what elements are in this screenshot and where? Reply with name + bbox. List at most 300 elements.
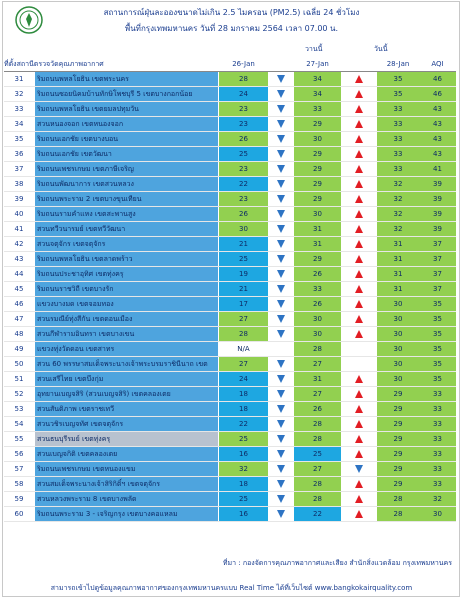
row-number: 55 [14, 435, 24, 443]
station-name: สวนรมณีย์ทุ่งสีกัน เขตดอนเมือง [35, 312, 218, 327]
pm25-jan28: 33 [377, 147, 419, 161]
trend-jan26-icon [268, 507, 294, 522]
header-jan27: 27-Jan [306, 60, 329, 68]
aqi-value: 43 [419, 132, 456, 146]
trend-jan27-icon [341, 492, 377, 507]
pm25-jan26: 18 [219, 402, 268, 416]
pm25-jan28: 31 [377, 237, 419, 251]
trend-jan27-icon [341, 222, 377, 237]
station-name: ริมถนนพระราม 2 เขตบางขุนเทียน [35, 192, 218, 207]
aqi-value: 33 [419, 432, 456, 446]
pm25-jan26: 16 [219, 447, 268, 461]
trend-jan27-icon [341, 252, 377, 267]
pm25-jan28: 32 [377, 177, 419, 191]
table-row [4, 417, 456, 432]
down-arrow-icon [277, 480, 285, 488]
pm25-jan27: 30 [294, 207, 341, 221]
trend-jan27-icon [341, 357, 377, 372]
pm25-jan26: 26 [219, 132, 268, 146]
down-arrow-icon [277, 285, 285, 293]
header-aqi: AQI [431, 60, 444, 68]
yesterday-note: วานนี้ [305, 45, 323, 53]
table-row [4, 117, 456, 132]
trend-jan27-icon [341, 117, 377, 132]
down-arrow-icon [277, 105, 285, 113]
trend-jan26-icon [268, 252, 294, 267]
trend-jan26-icon [268, 162, 294, 177]
aqi-value: 32 [419, 492, 456, 506]
trend-jan27-icon [341, 387, 377, 402]
pm25-jan28: 30 [377, 327, 419, 341]
trend-jan26-icon [268, 447, 294, 462]
trend-jan26-icon [268, 462, 294, 477]
aqi-value: 33 [419, 387, 456, 401]
pm25-jan27: 30 [294, 312, 341, 326]
trend-jan26-icon [268, 387, 294, 402]
trend-jan27-icon [341, 177, 377, 192]
station-name: สวนกีฬารามอินทรา เขตบางเขน [35, 327, 218, 342]
pm25-jan26: 28 [219, 72, 268, 86]
pm25-jan28: 31 [377, 252, 419, 266]
up-arrow-icon [355, 420, 363, 428]
station-name: ริมถนนเพชรเกษม เขตภาษีเจริญ [35, 162, 218, 177]
footer-note: สามารถเข้าไปดูข้อมูลคุณภาพอากาศของกรุงเทพมหานครแบบ Real Time ได้ที่เว็บไซต์ www.bangkokairquality.com [50, 584, 413, 592]
up-arrow-icon [355, 435, 363, 443]
trend-jan26-icon [268, 372, 294, 387]
row-number: 51 [14, 375, 24, 383]
table-row [4, 342, 456, 357]
trend-jan26-icon [268, 492, 294, 507]
trend-jan27-icon [341, 327, 377, 342]
row-number: 58 [14, 480, 24, 488]
pm25-jan26: 16 [219, 507, 268, 521]
trend-jan27-icon [341, 417, 377, 432]
station-name: ริมถนนราชวิถี เขตบางรัก [35, 282, 218, 297]
table-row [4, 222, 456, 237]
up-arrow-icon [355, 225, 363, 233]
aqi-value: 30 [419, 507, 456, 521]
up-arrow-icon [355, 120, 363, 128]
aqi-value: 39 [419, 177, 456, 191]
station-name: แขวงบางมด เขตจอมทอง [35, 297, 218, 312]
down-arrow-icon [277, 75, 285, 83]
pm25-jan28: 29 [377, 447, 419, 461]
pm25-jan26: 24 [219, 87, 268, 101]
table-row [4, 462, 456, 477]
pm25-jan28: 31 [377, 282, 419, 296]
table-row [4, 207, 456, 222]
aqi-value: 39 [419, 207, 456, 221]
pm25-jan26: 18 [219, 477, 268, 491]
aqi-value: 35 [419, 327, 456, 341]
trend-jan27-icon [341, 282, 377, 297]
down-arrow-icon [277, 120, 285, 128]
table-row [4, 447, 456, 462]
trend-jan27-icon [341, 237, 377, 252]
station-name: สวนธนบุรีรมย์ เขตทุ่งครุ [35, 432, 218, 447]
row-number: 56 [14, 450, 24, 458]
aqi-value: 33 [419, 447, 456, 461]
aqi-value: 35 [419, 357, 456, 371]
row-number: 52 [14, 390, 24, 398]
trend-jan27-icon [341, 102, 377, 117]
page-subtitle: พื้นที่กรุงเทพมหานคร วันที่ 28 มกราคม 2564 เวลา 07.00 น. [124, 24, 339, 33]
aqi-value: 33 [419, 477, 456, 491]
pm25-jan28: 30 [377, 342, 419, 356]
pm25-jan28: 30 [377, 372, 419, 386]
table-row [4, 387, 456, 402]
row-number: 37 [14, 165, 24, 173]
pm25-jan26: 23 [219, 117, 268, 131]
up-arrow-icon [355, 165, 363, 173]
pm25-jan27: 27 [294, 357, 341, 371]
down-arrow-icon [277, 210, 285, 218]
pm25-jan27: 29 [294, 192, 341, 206]
up-arrow-icon [355, 90, 363, 98]
down-arrow-icon [277, 240, 285, 248]
up-arrow-icon [355, 495, 363, 503]
aqi-value: 39 [419, 192, 456, 206]
row-number: 53 [14, 405, 24, 413]
pm25-jan27: 31 [294, 237, 341, 251]
table-row [4, 297, 456, 312]
down-arrow-icon [277, 270, 285, 278]
up-arrow-icon [355, 450, 363, 458]
trend-jan26-icon [268, 357, 294, 372]
down-arrow-icon [277, 195, 285, 203]
row-number: 59 [14, 495, 24, 503]
table-row [4, 327, 456, 342]
pm25-jan28: 32 [377, 222, 419, 236]
down-arrow-icon [277, 375, 285, 383]
pm25-jan28: 29 [377, 417, 419, 431]
station-name: ริมถนนเอกชัย เขตบางบอน [35, 132, 218, 147]
down-arrow-icon [277, 135, 285, 143]
trend-jan26-icon [268, 222, 294, 237]
pm25-jan27: 28 [294, 342, 341, 356]
aqi-value: 37 [419, 282, 456, 296]
row-number: 49 [14, 345, 24, 353]
trend-jan27-icon [341, 372, 377, 387]
pm25-jan27: 33 [294, 282, 341, 296]
station-name: ริมถนนเพชรเกษม เขตหนองแขม [35, 462, 218, 477]
table-row [4, 87, 456, 102]
down-arrow-icon [277, 300, 285, 308]
station-name: ริมถนนซอยนิคมบ้านทักษิโพชบุรี 5 เขตบางกอกน้อย [35, 87, 218, 102]
aqi-value: 35 [419, 372, 456, 386]
station-name: ริมถนนรามคำแหง เขตสะพานสูง [35, 207, 218, 222]
aqi-value: 41 [419, 162, 456, 176]
trend-jan26-icon [268, 117, 294, 132]
up-arrow-icon [355, 330, 363, 338]
aqi-value: 46 [419, 72, 456, 86]
trend-jan27-icon [341, 447, 377, 462]
aqi-value: 37 [419, 252, 456, 266]
trend-jan26-icon [268, 282, 294, 297]
trend-jan27-icon [341, 267, 377, 282]
pm25-jan27: 27 [294, 387, 341, 401]
row-divider [4, 521, 456, 522]
aqi-value: 33 [419, 462, 456, 476]
down-arrow-icon [277, 165, 285, 173]
pm25-jan28: 33 [377, 102, 419, 116]
down-arrow-icon [277, 465, 285, 473]
row-number: 38 [14, 180, 24, 188]
pm25-jan27: 34 [294, 72, 341, 86]
pm25-jan27: 28 [294, 432, 341, 446]
table-row [4, 147, 456, 162]
row-number: 31 [14, 75, 24, 83]
row-number: 57 [14, 465, 24, 473]
row-number: 33 [14, 105, 24, 113]
row-number: 43 [14, 255, 24, 263]
pm25-jan27: 29 [294, 162, 341, 176]
table-row [4, 132, 456, 147]
station-name: ริมถนนเอกชัย เขตวัฒนา [35, 147, 218, 162]
pm25-jan26: 23 [219, 102, 268, 116]
pm25-jan27: 29 [294, 252, 341, 266]
down-arrow-icon [277, 360, 285, 368]
trend-jan26-icon [268, 312, 294, 327]
pm25-jan27: 26 [294, 297, 341, 311]
down-arrow-icon [277, 255, 285, 263]
up-arrow-icon [355, 75, 363, 83]
down-arrow-icon [277, 180, 285, 188]
pm25-jan27: 29 [294, 147, 341, 161]
trend-jan27-icon [341, 432, 377, 447]
trend-jan26-icon [268, 432, 294, 447]
pm25-jan26: 18 [219, 387, 268, 401]
trend-jan27-icon [341, 477, 377, 492]
trend-jan27-icon [341, 342, 377, 357]
station-name: แขวงทุ่งวัดดอน เขตสาทร [35, 342, 218, 357]
table-row [4, 102, 456, 117]
aqi-value: 33 [419, 402, 456, 416]
down-arrow-icon [277, 315, 285, 323]
pm25-jan28: 35 [377, 87, 419, 101]
pm25-jan26: 25 [219, 147, 268, 161]
pm25-jan28: 29 [377, 402, 419, 416]
table-row [4, 162, 456, 177]
table-header [4, 57, 456, 71]
pm25-jan28: 29 [377, 462, 419, 476]
pm25-jan27: 34 [294, 87, 341, 101]
aqi-value: 46 [419, 87, 456, 101]
pm25-jan27: 33 [294, 102, 341, 116]
table-row [4, 312, 456, 327]
up-arrow-icon [355, 300, 363, 308]
station-name: สวนจตุจักร เขตจตุจักร [35, 237, 218, 252]
source-note: ที่มา : กองจัดการคุณภาพอากาศและเสียง สำนักสิ่งแวดล้อม กรุงเทพมหานคร [222, 559, 452, 567]
row-number: 41 [14, 225, 24, 233]
down-arrow-icon [277, 330, 285, 338]
table-row [4, 507, 456, 522]
table-row [4, 372, 456, 387]
aqi-value: 37 [419, 267, 456, 281]
aqi-value: 33 [419, 417, 456, 431]
pm25-jan27: 31 [294, 222, 341, 236]
up-arrow-icon [355, 480, 363, 488]
trend-jan27-icon [341, 297, 377, 312]
row-number: 45 [14, 285, 24, 293]
down-arrow-icon [277, 90, 285, 98]
up-arrow-icon [355, 195, 363, 203]
pm25-jan26: 30 [219, 222, 268, 236]
pm25-jan27: 25 [294, 447, 341, 461]
aqi-value: 35 [419, 342, 456, 356]
pm25-jan27: 29 [294, 177, 341, 191]
up-arrow-icon [355, 105, 363, 113]
table-row [4, 477, 456, 492]
trend-jan27-icon [341, 402, 377, 417]
pm25-jan26: 28 [219, 327, 268, 341]
trend-jan26-icon [268, 102, 294, 117]
pm25-jan28: 31 [377, 267, 419, 281]
today-note: วันนี้ [374, 45, 388, 53]
page-title: สถานการณ์ฝุ่นละอองขนาดไม่เกิน 2.5 ไมครอน (PM2.5) เฉลี่ย 24 ชั่วโมง [103, 8, 360, 17]
trend-jan26-icon [268, 342, 294, 357]
station-name: สวนเบญจกิติ เขตคลองเตย [35, 447, 218, 462]
row-number: 35 [14, 135, 24, 143]
row-number: 44 [14, 270, 24, 278]
row-number: 47 [14, 315, 24, 323]
pm25-jan28: 29 [377, 432, 419, 446]
trend-jan26-icon [268, 147, 294, 162]
up-arrow-icon [355, 210, 363, 218]
pm25-jan26: 25 [219, 492, 268, 506]
pm25-jan28: 33 [377, 132, 419, 146]
up-arrow-icon [355, 510, 363, 518]
trend-jan26-icon [268, 207, 294, 222]
station-name: สวนเสรีไทย เขตบึงกุ่ม [35, 372, 218, 387]
pm25-jan26: 17 [219, 297, 268, 311]
pm25-jan27: 31 [294, 372, 341, 386]
pm25-jan27: 30 [294, 132, 341, 146]
trend-jan27-icon [341, 312, 377, 327]
header-jan26: 26-Jan [232, 60, 255, 68]
pm25-jan27: 28 [294, 492, 341, 506]
table-row [4, 357, 456, 372]
pm25-jan27: 27 [294, 462, 341, 476]
up-arrow-icon [355, 390, 363, 398]
trend-jan26-icon [268, 237, 294, 252]
down-arrow-icon [277, 405, 285, 413]
up-arrow-icon [355, 405, 363, 413]
trend-jan27-icon [341, 147, 377, 162]
table-row [4, 432, 456, 447]
pm25-jan26: 27 [219, 357, 268, 371]
pm25-jan26: 23 [219, 162, 268, 176]
pm25-jan27: 26 [294, 402, 341, 416]
station-name: สวนสมเด็จพระนางเจ้าสิริกิติ์ฯ เขตจตุจักร [35, 477, 218, 492]
row-number: 46 [14, 300, 24, 308]
aqi-value: 35 [419, 312, 456, 326]
station-name: อุทยานเบญจสิริ (สวนเบญจสิริ) เขตคลองเตย [35, 387, 218, 402]
up-arrow-icon [355, 180, 363, 188]
pm25-jan28: 32 [377, 207, 419, 221]
trend-jan26-icon [268, 402, 294, 417]
trend-jan26-icon [268, 297, 294, 312]
table-row [4, 177, 456, 192]
pm25-jan28: 33 [377, 117, 419, 131]
up-arrow-icon [355, 150, 363, 158]
pm25-jan26: 24 [219, 372, 268, 386]
pm25-jan27: 28 [294, 417, 341, 431]
trend-jan27-icon [341, 192, 377, 207]
station-name: ริมถนนพหลโยธิน เขตพระนคร [35, 72, 218, 87]
trend-jan26-icon [268, 477, 294, 492]
pm25-jan26: 21 [219, 237, 268, 251]
pm25-jan26: 27 [219, 312, 268, 326]
pm25-jan27: 30 [294, 327, 341, 341]
up-arrow-icon [355, 285, 363, 293]
trend-jan27-icon [341, 162, 377, 177]
pm25-jan28: 28 [377, 507, 419, 521]
station-name: ริมถนนพหลโยธิน เขตลาดพร้าว [35, 252, 218, 267]
aqi-value: 43 [419, 147, 456, 161]
row-number: 36 [14, 150, 24, 158]
station-name: ริมถนนพหลโยธิน เขตยมลปทุมวัน [35, 102, 218, 117]
pm25-jan26: 21 [219, 282, 268, 296]
down-arrow-icon [277, 225, 285, 233]
up-arrow-icon [355, 135, 363, 143]
pm25-jan27: 26 [294, 267, 341, 281]
pm25-jan26: 19 [219, 267, 268, 281]
row-number: 40 [14, 210, 24, 218]
table-row [4, 492, 456, 507]
table-row [4, 282, 456, 297]
header-jan28: 28-Jan [386, 60, 410, 68]
pm25-jan26: 25 [219, 432, 268, 446]
pm25-jan26: 22 [219, 177, 268, 191]
pm25-jan27: 28 [294, 477, 341, 491]
table-row [4, 72, 456, 87]
down-arrow-icon [355, 465, 363, 473]
up-arrow-icon [355, 270, 363, 278]
up-arrow-icon [355, 315, 363, 323]
trend-jan26-icon [268, 87, 294, 102]
trend-jan27-icon [341, 507, 377, 522]
down-arrow-icon [277, 390, 285, 398]
trend-jan27-icon [341, 207, 377, 222]
trend-jan26-icon [268, 327, 294, 342]
station-name: สวนทวีวนารมย์ เขตทวีวัฒนา [35, 222, 218, 237]
station-table [4, 72, 456, 522]
pm25-jan28: 29 [377, 477, 419, 491]
station-name: สวนสันติภาพ เขตราชเทวี [35, 402, 218, 417]
row-number: 54 [14, 420, 24, 428]
pm25-jan26: N/A [219, 342, 268, 356]
station-name: ริมถนนประชาอุทิศ เขตทุ่งครุ [35, 267, 218, 282]
trend-jan27-icon [341, 87, 377, 102]
pm25-jan26: 32 [219, 462, 268, 476]
down-arrow-icon [277, 420, 285, 428]
trend-jan26-icon [268, 267, 294, 282]
pm25-jan28: 33 [377, 162, 419, 176]
pm25-jan28: 29 [377, 387, 419, 401]
pm25-jan27: 29 [294, 117, 341, 131]
trend-jan27-icon [341, 132, 377, 147]
down-arrow-icon [277, 495, 285, 503]
down-arrow-icon [277, 510, 285, 518]
pm25-jan28: 32 [377, 192, 419, 206]
row-number: 42 [14, 240, 24, 248]
aqi-value: 37 [419, 237, 456, 251]
down-arrow-icon [277, 150, 285, 158]
station-name: สวนวชิรเบญจทัศ เขตจตุจักร [35, 417, 218, 432]
trend-jan26-icon [268, 132, 294, 147]
pm25-jan26: 25 [219, 252, 268, 266]
